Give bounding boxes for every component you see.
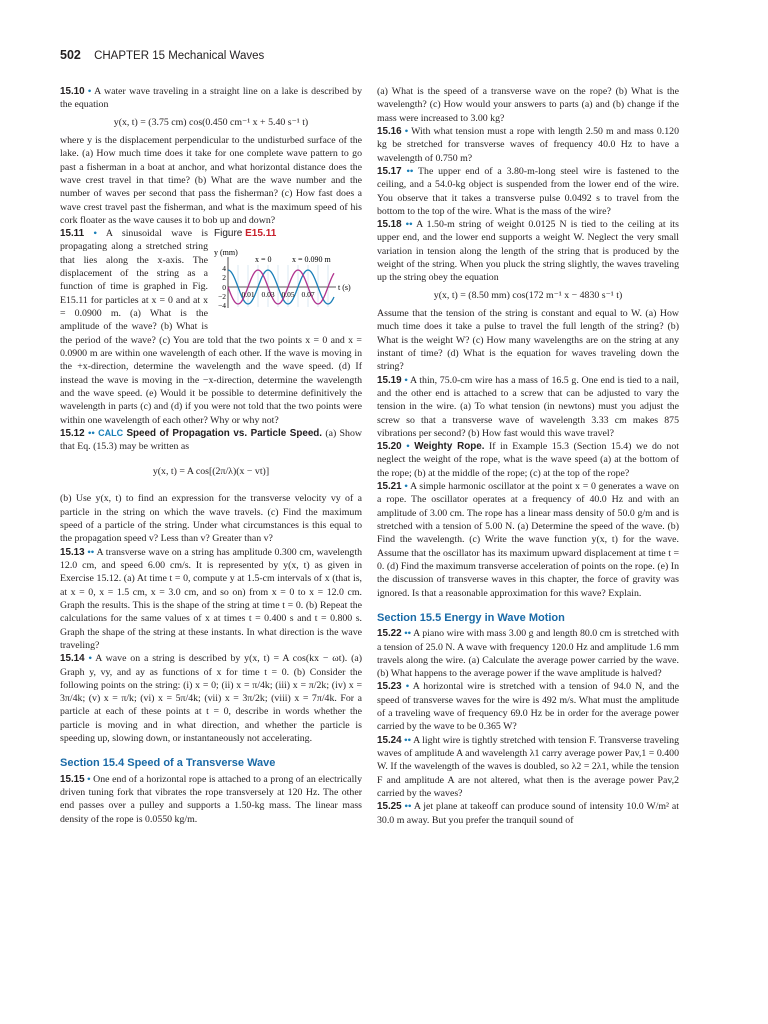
exercise-intro: (a) Show that Eq. (15.3) may be written as xyxy=(60,427,362,453)
exercise-15-12 xyxy=(60,427,362,454)
x-tick: 0.07 xyxy=(301,290,315,300)
exercise-text: A light wire is tightly stretched with tension F. Transverse traveling waves of amplitude A and wavelength λ1 carry average power Pav,1 = 0.400 W. If the wavelength of the waves is doubled, so λ2 = 2λ1, while the tension F and amplitude A are not altered, what then is the average power Pav,2 carried by the waves? xyxy=(377,734,679,799)
exercise-number: 15.23 xyxy=(377,681,402,693)
y-axis-label: y (mm) xyxy=(214,248,238,258)
difficulty-dots: •• xyxy=(404,801,412,813)
exercise-number: 15.11 xyxy=(60,228,85,240)
exercise-15-22 xyxy=(377,627,679,680)
legend-x0: x = 0 xyxy=(255,255,272,265)
exercise-15-14 xyxy=(60,652,362,745)
figure-caption-id: E15.11 xyxy=(245,228,277,240)
chapter-title: CHAPTER 15 Mechanical Waves xyxy=(94,50,265,62)
exercise-number: 15.15 xyxy=(60,773,85,785)
exercise-number: 15.16 xyxy=(377,125,402,137)
exercise-number: 15.25 xyxy=(377,801,402,813)
exercise-number: 15.20 xyxy=(377,441,402,453)
exercise-text: With what tension must a rope with length 2.50 m and mass 0.120 kg be stretched for transverse waves of frequency 40.0 Hz to have a wavelength of 0.750 m? xyxy=(377,125,679,164)
y-tick: 4 xyxy=(222,264,226,274)
right-column xyxy=(377,85,679,827)
exercise-body: Assume that the tension of the string is constant and equal to W. (a) How much time does it take a pulse to travel the full length of the string? (b) What is the weight W? (c) How many wavelengths are on the string at any instant of time? (d) What is the equation for waves traveling down the string? xyxy=(377,308,679,373)
exercise-number: 15.17 xyxy=(377,165,402,177)
difficulty-dots: •• xyxy=(87,546,95,558)
exercise-text: A sinusoidal wave is propagating along a stretched string that lies along the x-axis. The displacement of the string as a function of time is graphed in Fig. E15.11 for particles at x = 0 and at x = 0.0900 m. (a) What is the amplitude of the xyxy=(60,228,208,333)
exercise-text: A wave on a string is described by y(x, t) = A cos(kx − ωt). (a) Graph y, vy, and ay as functions of x for time t = 0. (b) Consider the following points on the string: (i) x = 0; (ii) x = π/4k; (iii) x = π/2k; (iv) x = 3π/4k; (v) x = π/k; (vi) x = 5π/4k; (vii) x = 3π/2k; (viii) x = 7π/4k. For a particle at each of these points at t = 0, describe in words whether the particle is moving and in what direction, and whether the particle is speeding up, slowing down, or instantaneously not accelerating. xyxy=(60,653,362,745)
difficulty-dots: •• xyxy=(87,427,95,439)
calc-badge: CALC xyxy=(98,427,124,438)
exercise-15-18 xyxy=(377,218,679,285)
exercise-body: where y is the displacement perpendicular to the undisturbed surface of the lake. (a) How much time does it take for one complete wave pattern to go past a fisherman in a boat at anchor, and what horizontal distance does the wave crest travel in that time? (b) What are the wave number and the number of waves per second that pass the fisherman? (c) How fast does a wave crest travel past the fisherman, and what is the maximum speed of his cork floater as the wave causes it to bob up and down? xyxy=(60,134,362,226)
difficulty-dots: • xyxy=(87,773,91,785)
exercise-15-23 xyxy=(377,680,679,733)
exercise-15-25 xyxy=(377,800,679,827)
equation: y(x, t) = (3.75 cm) cos(0.450 cm⁻¹ x + 5.40 s⁻¹ t) xyxy=(113,116,309,128)
exercise-text: One end of a horizontal rope is attached to a prong of an electrically driven tuning fork that vibrates the rope transversely at 120 Hz. The other end passes over a pulley and supports a 1.50-kg mass. The linear mass density of the rope is 0.0550 kg/m. xyxy=(60,773,363,825)
exercise-text: A jet plane at takeoff can produce sound of intensity 10.0 W/m² at 30.0 m away. But you prefer the tranquil sound of xyxy=(377,801,679,826)
exercise-number: 15.18 xyxy=(377,219,402,231)
difficulty-dots: • xyxy=(404,481,408,493)
exercise-15-15-continued: (a) What is the speed of a transverse wave on the rope? (b) What is the wavelength? (c) How would your answers to parts (a) and (b) change if the mass were increased to 3.00 kg? xyxy=(377,86,679,124)
exercise-number: 15.14 xyxy=(60,653,85,665)
exercise-body: (b) Use y(x, t) to find an expression for the transverse velocity vy of a particle in the string on which the wave travels. (c) Find the maximum speed of a particle of the string. Under what circumstances is this equal to the propagation speed v? Less than v? Greater than v? xyxy=(60,493,362,545)
exercise-15-10 xyxy=(60,85,362,112)
exercise-15-13 xyxy=(60,546,362,653)
y-tick: 0 xyxy=(222,283,226,293)
difficulty-dots: • xyxy=(404,374,408,386)
t-axis-label: t (s) xyxy=(338,283,351,293)
x-tick: 0.03 xyxy=(261,290,275,300)
exercise-intro: A 1.50-m string of weight 0.0125 N is tied to the ceiling at its upper end, and the lower end supports a weight W. Neglect the very small variation in tension along the length of the string that is produced by the weight of the string. When you pluck the string slightly, the waves traveling up the string obey the equation xyxy=(377,219,679,284)
exercise-title: Weighty Rope. xyxy=(414,441,485,453)
exercise-text: A horizontal wire is stretched with a tension of 94.0 N, and the speed of transverse waves for the wire is 492 m/s. What must the amplitude of a traveling wave of frequency 69.0 Hz be in order for the average power carried by the wave to be 0.365 W? xyxy=(377,681,679,733)
section-heading-15-4: Section 15.4 Speed of a Transverse Wave xyxy=(60,757,276,770)
exercise-15-24 xyxy=(377,734,679,801)
figure-e15-11 xyxy=(214,227,362,327)
difficulty-dots: • xyxy=(406,441,410,453)
difficulty-dots: • xyxy=(405,681,410,693)
difficulty-dots: • xyxy=(88,653,92,665)
section-heading-15-5: Section 15.5 Energy in Wave Motion xyxy=(377,611,565,624)
exercise-15-16 xyxy=(377,125,679,165)
exercise-15-19 xyxy=(377,374,679,441)
exercise-text: A thin, 75.0-cm wire has a mass of 16.5 g. One end is tied to a nail, and the other end is attached to a screw that can be adjusted to vary the tension in the wire. (a) To what tension (in newtons) must you adjust the screw so that a transverse wave of wavelength 3.33 cm makes 875 vibrations per second? (b) How fast would this wave travel? xyxy=(377,374,679,439)
exercise-text: A transverse wave on a string has amplitude 0.300 cm, wavelength 12.0 cm, and speed 6.00 cm/s. It is represented by y(x, t) as given in Exercise 15.12. (a) At time t = 0, compute y at 1.5-cm intervals of x (that is, at x = 0, x = 1.5 cm, x = 3.0 cm, and so on) from x = 0 to x = 12.0 cm. Graph the results. This is the shape of the string at time t = 0. (b) Repeat the calculations for the same values of x at times t = 0.400 s and t = 0.800 s. Graph the shape of the string at these instants. In what direction is the wave traveling? xyxy=(60,546,362,651)
y-tick: 2 xyxy=(222,273,226,283)
difficulty-dots: • xyxy=(404,125,409,137)
exercise-number: 15.21 xyxy=(377,481,402,493)
equation: y(x, t) = (8.50 mm) cos(172 m⁻¹ x − 4830 s⁻¹ t) xyxy=(433,289,623,301)
difficulty-dots: •• xyxy=(406,165,414,177)
exercise-15-15 xyxy=(60,773,362,826)
exercise-text-cont: wave? (b) What is the period of the wave? (c) You are told that the two points x = 0 and x = 0.0900 m are within one wavelength of each other. If the wave is moving in the +x-direction, determine the wavelength and the wave speed. (d) If instead the wave is moving in the −x-direction, determine the wavelength and the wave speed. (e) Would it be possible to determine definitively the wavelength in parts (c) and (d) if you were not told that the two points were within one wavelength of each other? Why or why not? xyxy=(60,321,362,426)
exercise-text: A simple harmonic oscillator at the point x = 0 generates a wave on a rope. The oscillator operates at a frequency of 40.0 Hz and with an amplitude of 3.00 cm. The rope has a linear mass density of 50.0 g/m and is stretched with a tension of 5.00 N. (a) Determine the speed of the wave. (b) Find the wavelength. (c) Write the wave function y(x, t) for the wave. Assume that the oscillator has its maximum upward displacement at time t = 0. (d) Find the maximum transverse acceleration of points on the rope. (e) In the discussion of transverse waves in this chapter, the force of gravity was ignored. Is that a reasonable approximation for this wave? Explain. xyxy=(377,481,679,599)
exercise-15-17 xyxy=(377,165,679,218)
exercise-text: The upper end of a 3.80-m-long steel wire is fastened to the ceiling, and a 54.0-kg object is suspended from the lower end of the wire. You observe that it takes a transverse pulse 0.0492 s to travel from the bottom to the top of the wire. What is the mass of the wire? xyxy=(377,165,679,217)
exercise-number: 15.22 xyxy=(377,628,402,640)
difficulty-dots: • xyxy=(87,86,92,97)
x-tick: 0.01 xyxy=(241,290,255,300)
page-number: 502 xyxy=(60,48,81,62)
exercise-number: 15.12 xyxy=(60,427,85,439)
exercise-15-20 xyxy=(377,440,679,480)
x-tick: 0.05 xyxy=(281,290,295,300)
equation: y(x, t) = A cos[(2π/λ)(x − vt)] xyxy=(152,466,270,478)
exercise-number: 15.24 xyxy=(377,734,402,746)
exercise-intro: A water wave traveling in a straight line on a lake is described by the equation xyxy=(60,86,362,111)
legend-x090: x = 0.090 m xyxy=(292,255,331,265)
exercise-text: A piano wire with mass 3.00 g and length 80.0 cm is stretched with a tension of 25.0 N. A wave with frequency 120.0 Hz and amplitude 1.6 mm travels along the wire. (a) Calculate the average power carried by the wave. (b) What happens to the average power if the wave amplitude is halved? xyxy=(377,628,680,680)
difficulty-dots: • xyxy=(93,228,97,240)
difficulty-dots: •• xyxy=(404,734,412,746)
wave-graph xyxy=(214,245,362,325)
page-header xyxy=(60,48,264,62)
y-tick: −4 xyxy=(218,301,226,311)
difficulty-dots: •• xyxy=(405,219,413,231)
y-tick: −2 xyxy=(218,292,226,302)
exercise-text: If in Example 15.3 (Section 15.4) we do not neglect the weight of the rope, what is the wave speed (a) at the bottom of the rope; (b) at the middle of the rope; (c) at the top of the rope? xyxy=(377,441,679,479)
exercise-title: Speed of Propagation vs. Particle Speed. xyxy=(126,427,323,439)
left-column xyxy=(60,85,362,826)
figure-caption xyxy=(214,227,362,240)
y-ticks xyxy=(218,264,226,310)
exercise-number: 15.10 xyxy=(60,86,85,97)
difficulty-dots: •• xyxy=(404,628,412,640)
exercise-number: 15.13 xyxy=(60,546,85,558)
figure-caption-word: Figure xyxy=(214,228,243,240)
exercise-15-21 xyxy=(377,480,679,600)
exercise-number: 15.19 xyxy=(377,374,402,386)
